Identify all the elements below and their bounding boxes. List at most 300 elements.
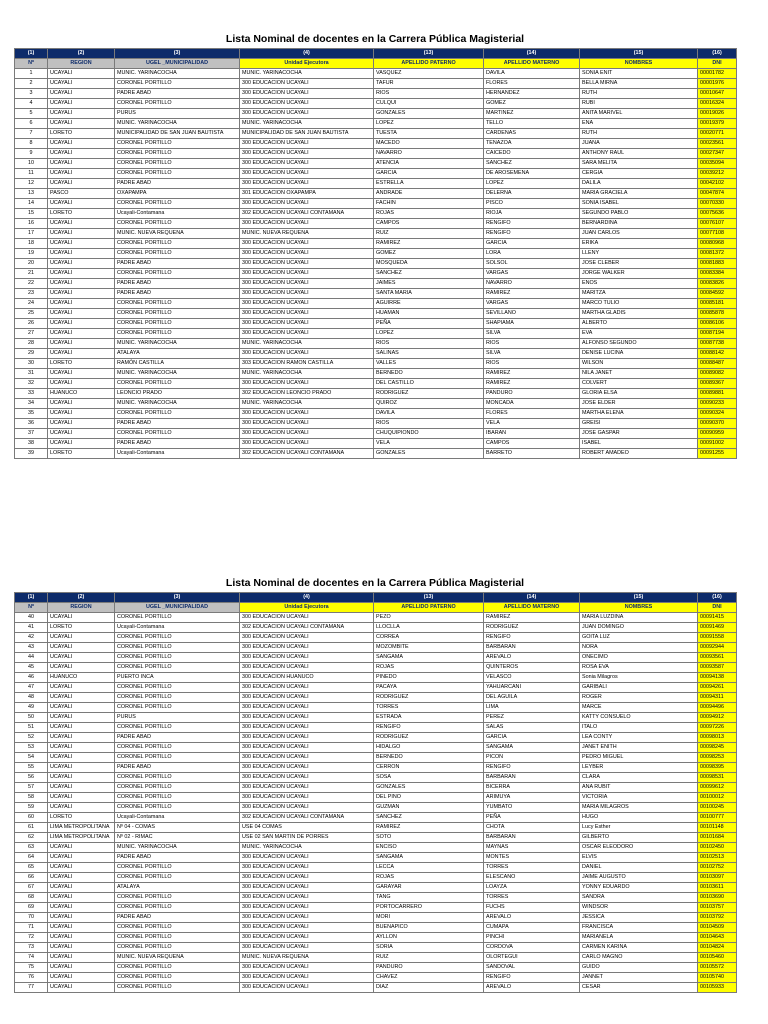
cell-nro: 47	[15, 683, 48, 693]
header-region: REGION	[48, 59, 115, 69]
cell-nombres: Lucy Esther	[580, 823, 698, 833]
cell-ugel: CORONEL PORTILLO	[115, 429, 240, 439]
cell-apellido-paterno: ESTRELLA	[374, 179, 484, 189]
table-row	[15, 409, 737, 419]
cell-nro: 58	[15, 793, 48, 803]
cell-unidad-ejecutora: 300 EDUCACION UCAYALI	[240, 269, 374, 279]
cell-ugel: CORONEL PORTILLO	[115, 683, 240, 693]
cell-apellido-materno: VARGAS	[484, 299, 580, 309]
cell-apellido-materno: FLORES	[484, 409, 580, 419]
cell-region: UCAYALI	[48, 279, 115, 289]
cell-ugel: CORONEL PORTILLO	[115, 269, 240, 279]
cell-nombres: JAIME AUGUSTO	[580, 873, 698, 883]
cell-region: LORETO	[48, 209, 115, 219]
cell-unidad-ejecutora: MUNICIPALIDAD DE SAN JUAN BAUTISTA	[240, 129, 374, 139]
cell-nombres: RUTH	[580, 89, 698, 99]
cell-unidad-ejecutora: 300 EDUCACION UCAYALI	[240, 713, 374, 723]
cell-dni: 00103690	[698, 893, 737, 903]
table-row	[15, 803, 737, 813]
cell-apellido-materno: VELA	[484, 419, 580, 429]
cell-nombres: JUANA	[580, 139, 698, 149]
cell-apellido-materno: CORDOVA	[484, 943, 580, 953]
cell-apellido-paterno: VELA	[374, 439, 484, 449]
cell-nro: 18	[15, 239, 48, 249]
cell-ugel: CORONEL PORTILLO	[115, 663, 240, 673]
column-header-row	[15, 603, 737, 613]
cell-nro: 12	[15, 179, 48, 189]
cell-nro: 21	[15, 269, 48, 279]
cell-unidad-ejecutora: 300 EDUCACION UCAYALI	[240, 319, 374, 329]
cell-ugel: CORONEL PORTILLO	[115, 803, 240, 813]
cell-dni: 00089367	[698, 379, 737, 389]
table-row	[15, 693, 737, 703]
cell-region: UCAYALI	[48, 863, 115, 873]
table-row	[15, 713, 737, 723]
cell-apellido-paterno: LLOCLLA	[374, 623, 484, 633]
cell-dni: 00001976	[698, 79, 737, 89]
cell-nombres: FRANCISCA	[580, 923, 698, 933]
cell-ugel: Nº 02 - RIMAC	[115, 833, 240, 843]
cell-apellido-materno: MARTINEZ	[484, 109, 580, 119]
cell-unidad-ejecutora: MUNIC. YARINACOCHA	[240, 843, 374, 853]
cell-apellido-materno: SEVILLANO	[484, 309, 580, 319]
cell-apellido-materno: IBARAN	[484, 429, 580, 439]
cell-nro: 66	[15, 873, 48, 883]
cell-unidad-ejecutora: MUNIC. YARINACOCHA	[240, 119, 374, 129]
cell-apellido-paterno: HUAMAN	[374, 309, 484, 319]
cell-region: UCAYALI	[48, 199, 115, 209]
cell-nombres: BELLA MIRNA	[580, 79, 698, 89]
cell-nro: 1	[15, 69, 48, 79]
cell-dni: 00010647	[698, 89, 737, 99]
table-row	[15, 449, 737, 459]
cell-unidad-ejecutora: 300 EDUCACION UCAYALI	[240, 149, 374, 159]
cell-ugel: CORONEL PORTILLO	[115, 653, 240, 663]
cell-unidad-ejecutora: 300 EDUCACION UCAYALI	[240, 893, 374, 903]
cell-nombres: MARCE	[580, 703, 698, 713]
cell-ugel: CORONEL PORTILLO	[115, 893, 240, 903]
cell-nombres: ANITA MARIVEL	[580, 109, 698, 119]
cell-unidad-ejecutora: 300 EDUCACION UCAYALI	[240, 289, 374, 299]
cell-nro: 28	[15, 339, 48, 349]
cell-unidad-ejecutora: 300 EDUCACION UCAYALI	[240, 99, 374, 109]
cell-region: UCAYALI	[48, 409, 115, 419]
cell-unidad-ejecutora: 300 EDUCACION UCAYALI	[240, 219, 374, 229]
cell-region: UCAYALI	[48, 723, 115, 733]
cell-apellido-paterno: ESTRADA	[374, 713, 484, 723]
cell-nro: 42	[15, 633, 48, 643]
cell-ugel: PADRE ABAD	[115, 419, 240, 429]
cell-nombres: SONIA ISABEL	[580, 199, 698, 209]
header-ugel: UGEL _MUNICIPALIDAD	[115, 59, 240, 69]
cell-nombres: JORGE WALKER	[580, 269, 698, 279]
cell-nro: 57	[15, 783, 48, 793]
cell-dni: 00098395	[698, 763, 737, 773]
cell-nro: 55	[15, 763, 48, 773]
cell-region: UCAYALI	[48, 399, 115, 409]
column-number: (3)	[115, 593, 240, 603]
cell-apellido-paterno: RENGIFO	[374, 723, 484, 733]
cell-unidad-ejecutora: 300 EDUCACION UCAYALI	[240, 793, 374, 803]
cell-unidad-ejecutora: 300 EDUCACION UCAYALI	[240, 773, 374, 783]
cell-nombres: MARTHA ELENA	[580, 409, 698, 419]
cell-region: UCAYALI	[48, 953, 115, 963]
cell-nro: 52	[15, 733, 48, 743]
cell-region: UCAYALI	[48, 843, 115, 853]
cell-dni: 00094311	[698, 693, 737, 703]
cell-nombres: DENISE LUCINA	[580, 349, 698, 359]
table-row	[15, 399, 737, 409]
cell-apellido-paterno: SOTO	[374, 833, 484, 843]
cell-apellido-materno: ARIMUYA	[484, 793, 580, 803]
cell-unidad-ejecutora: 300 EDUCACION UCAYALI	[240, 109, 374, 119]
column-number: (3)	[115, 49, 240, 59]
cell-region: UCAYALI	[48, 99, 115, 109]
table-row	[15, 843, 737, 853]
cell-apellido-materno: BARBARAN	[484, 643, 580, 653]
cell-unidad-ejecutora: 300 EDUCACION UCAYALI	[240, 439, 374, 449]
cell-region: UCAYALI	[48, 703, 115, 713]
cell-nro: 14	[15, 199, 48, 209]
table-row	[15, 99, 737, 109]
column-number: (14)	[484, 593, 580, 603]
cell-apellido-materno: PICON	[484, 753, 580, 763]
cell-nro: 44	[15, 653, 48, 663]
cell-nombres: SANDRA	[580, 893, 698, 903]
cell-nro: 54	[15, 753, 48, 763]
cell-region: UCAYALI	[48, 229, 115, 239]
cell-apellido-paterno: AYLLON	[374, 933, 484, 943]
cell-nro: 68	[15, 893, 48, 903]
cell-ugel: CORONEL PORTILLO	[115, 933, 240, 943]
table-row	[15, 683, 737, 693]
cell-ugel: MUNICIPALIDAD DE SAN JUAN BAUTISTA	[115, 129, 240, 139]
table-row	[15, 69, 737, 79]
cell-unidad-ejecutora: 300 EDUCACION UCAYALI	[240, 169, 374, 179]
cell-apellido-materno: RENGIFO	[484, 973, 580, 983]
cell-apellido-materno: MAYNAS	[484, 843, 580, 853]
cell-nro: 76	[15, 973, 48, 983]
cell-apellido-materno: AREVALO	[484, 913, 580, 923]
cell-apellido-materno: TORRES	[484, 893, 580, 903]
cell-nombres: JANNET	[580, 973, 698, 983]
cell-ugel: CORONEL PORTILLO	[115, 239, 240, 249]
cell-region: UCAYALI	[48, 269, 115, 279]
cell-apellido-paterno: PACAYA	[374, 683, 484, 693]
cell-dni: 00019379	[698, 119, 737, 129]
cell-nombres: Sonia Milagros	[580, 673, 698, 683]
cell-unidad-ejecutora: 300 EDUCACION UCAYALI	[240, 139, 374, 149]
cell-unidad-ejecutora: 300 EDUCACION UCAYALI	[240, 983, 374, 993]
column-number: (1)	[15, 49, 48, 59]
cell-apellido-paterno: GOMEZ	[374, 249, 484, 259]
cell-apellido-paterno: RUIZ	[374, 229, 484, 239]
cell-region: UCAYALI	[48, 319, 115, 329]
cell-nombres: ERIKA	[580, 239, 698, 249]
cell-region: UCAYALI	[48, 379, 115, 389]
cell-region: UCAYALI	[48, 169, 115, 179]
cell-nro: 59	[15, 803, 48, 813]
cell-dni: 00027347	[698, 149, 737, 159]
table-row	[15, 653, 737, 663]
roster-table	[14, 48, 737, 459]
cell-region: UCAYALI	[48, 923, 115, 933]
cell-dni: 00100777	[698, 813, 737, 823]
cell-nombres: MARIA MILAGROS	[580, 803, 698, 813]
cell-apellido-paterno: RODRIGUEZ	[374, 733, 484, 743]
cell-apellido-materno: BICERRA	[484, 783, 580, 793]
cell-apellido-paterno: SALINAS	[374, 349, 484, 359]
cell-region: LORETO	[48, 449, 115, 459]
cell-nombres: CLARA	[580, 773, 698, 783]
cell-apellido-paterno: QUIROZ	[374, 399, 484, 409]
header-region: REGION	[48, 603, 115, 613]
cell-unidad-ejecutora: 300 EDUCACION UCAYALI	[240, 663, 374, 673]
cell-ugel: PADRE ABAD	[115, 279, 240, 289]
cell-nombres: GOITA LUZ	[580, 633, 698, 643]
cell-nro: 64	[15, 853, 48, 863]
cell-ugel: PADRE ABAD	[115, 733, 240, 743]
cell-nro: 49	[15, 703, 48, 713]
cell-ugel: MUNIC. YARINACOCHA	[115, 399, 240, 409]
cell-apellido-materno: PINCHI	[484, 933, 580, 943]
cell-unidad-ejecutora: 300 EDUCACION UCAYALI	[240, 613, 374, 623]
cell-dni: 00102450	[698, 843, 737, 853]
cell-nombres: ROBERT AMADEO	[580, 449, 698, 459]
table-row	[15, 643, 737, 653]
cell-dni: 00104824	[698, 943, 737, 953]
cell-region: UCAYALI	[48, 803, 115, 813]
cell-ugel: MUNIC. YARINACOCHA	[115, 119, 240, 129]
cell-ugel: MUNIC. NUEVA REQUENA	[115, 953, 240, 963]
table-row	[15, 219, 737, 229]
table-row	[15, 913, 737, 923]
cell-region: UCAYALI	[48, 683, 115, 693]
cell-apellido-materno: FUCHS	[484, 903, 580, 913]
cell-apellido-paterno: LECCA	[374, 863, 484, 873]
roster-body	[15, 613, 737, 993]
table-row	[15, 963, 737, 973]
cell-region: UCAYALI	[48, 903, 115, 913]
table-row	[15, 79, 737, 89]
cell-unidad-ejecutora: 300 EDUCACION UCAYALI	[240, 693, 374, 703]
cell-apellido-materno: DEL AGUILA	[484, 693, 580, 703]
header-unidad-ejecutora: Unidad Ejecutora	[240, 603, 374, 613]
column-number: (4)	[240, 49, 374, 59]
cell-unidad-ejecutora: 300 EDUCACION UCAYALI	[240, 803, 374, 813]
cell-dni: 00090370	[698, 419, 737, 429]
cell-nombres: JUAN CARLOS	[580, 229, 698, 239]
cell-nro: 31	[15, 369, 48, 379]
cell-region: UCAYALI	[48, 613, 115, 623]
cell-region: HUANUCO	[48, 389, 115, 399]
cell-apellido-paterno: ROJAS	[374, 663, 484, 673]
cell-region: UCAYALI	[48, 883, 115, 893]
table-row	[15, 973, 737, 983]
cell-nombres: NORA	[580, 643, 698, 653]
cell-unidad-ejecutora: 300 EDUCACION UCAYALI	[240, 883, 374, 893]
cell-region: UCAYALI	[48, 329, 115, 339]
cell-dni: 00091558	[698, 633, 737, 643]
cell-nro: 73	[15, 943, 48, 953]
cell-unidad-ejecutora: 300 EDUCACION UCAYALI	[240, 299, 374, 309]
cell-nombres: JESSICA	[580, 913, 698, 923]
table-row	[15, 793, 737, 803]
cell-apellido-paterno: PANDURO	[374, 963, 484, 973]
cell-region: UCAYALI	[48, 983, 115, 993]
cell-region: UCAYALI	[48, 963, 115, 973]
cell-nombres: COLVERT	[580, 379, 698, 389]
cell-dni: 00098013	[698, 733, 737, 743]
cell-apellido-paterno: RIOS	[374, 339, 484, 349]
cell-apellido-paterno: VASQUEZ	[374, 69, 484, 79]
cell-unidad-ejecutora: USE 02 SAN MARTIN DE PORRES	[240, 833, 374, 843]
cell-dni: 00039212	[698, 169, 737, 179]
cell-apellido-paterno: BUENAPICO	[374, 923, 484, 933]
cell-nro: 40	[15, 613, 48, 623]
cell-region: PASCO	[48, 189, 115, 199]
cell-dni: 00086106	[698, 319, 737, 329]
cell-dni: 00103611	[698, 883, 737, 893]
cell-region: UCAYALI	[48, 793, 115, 803]
cell-unidad-ejecutora: 300 EDUCACION UCAYALI	[240, 379, 374, 389]
cell-unidad-ejecutora: 300 EDUCACION UCAYALI	[240, 159, 374, 169]
table-row	[15, 149, 737, 159]
cell-apellido-paterno: VALLES	[374, 359, 484, 369]
cell-ugel: CORONEL PORTILLO	[115, 793, 240, 803]
cell-region: UCAYALI	[48, 299, 115, 309]
cell-dni: 00105740	[698, 973, 737, 983]
cell-region: UCAYALI	[48, 873, 115, 883]
cell-region: UCAYALI	[48, 249, 115, 259]
table-row	[15, 673, 737, 683]
cell-ugel: PUERTO INCA	[115, 673, 240, 683]
table-row	[15, 119, 737, 129]
column-number: (15)	[580, 49, 698, 59]
cell-dni: 00085878	[698, 309, 737, 319]
cell-apellido-materno: SHAPIAMA	[484, 319, 580, 329]
cell-nro: 29	[15, 349, 48, 359]
cell-ugel: CORONEL PORTILLO	[115, 643, 240, 653]
cell-ugel: MUNIC. YARINACOCHA	[115, 339, 240, 349]
cell-dni: 00023561	[698, 139, 737, 149]
cell-dni: 00104643	[698, 933, 737, 943]
cell-apellido-paterno: TANG	[374, 893, 484, 903]
cell-ugel: Ucayali-Contamana	[115, 449, 240, 459]
table-row	[15, 259, 737, 269]
cell-dni: 00087194	[698, 329, 737, 339]
cell-nro: 15	[15, 209, 48, 219]
cell-apellido-materno: OLORTEGUI	[484, 953, 580, 963]
cell-nombres: ISABEL	[580, 439, 698, 449]
cell-region: LORETO	[48, 129, 115, 139]
cell-region: UCAYALI	[48, 369, 115, 379]
cell-nro: 77	[15, 983, 48, 993]
cell-apellido-paterno: GONZALES	[374, 449, 484, 459]
cell-dni: 00094912	[698, 713, 737, 723]
cell-region: UCAYALI	[48, 79, 115, 89]
cell-nro: 72	[15, 933, 48, 943]
cell-apellido-paterno: SANTA MARIA	[374, 289, 484, 299]
cell-nro: 16	[15, 219, 48, 229]
cell-apellido-materno: YUMBATO	[484, 803, 580, 813]
cell-apellido-materno: CHOTA	[484, 823, 580, 833]
cell-nro: 39	[15, 449, 48, 459]
cell-dni: 00105572	[698, 963, 737, 973]
table-row	[15, 139, 737, 149]
cell-dni: 00091255	[698, 449, 737, 459]
cell-ugel: CORONEL PORTILLO	[115, 923, 240, 933]
cell-nombres: MARCO TULIO	[580, 299, 698, 309]
cell-nombres: MARITZA	[580, 289, 698, 299]
cell-apellido-materno: NAVARRO	[484, 279, 580, 289]
cell-apellido-materno: FLORES	[484, 79, 580, 89]
cell-unidad-ejecutora: 300 EDUCACION UCAYALI	[240, 179, 374, 189]
cell-unidad-ejecutora: 301 EDUCACION OXAPAMPA	[240, 189, 374, 199]
cell-ugel: RAMÓN CASTILLA	[115, 359, 240, 369]
cell-ugel: PURUS	[115, 713, 240, 723]
header-apellido-materno: APELLIDO MATERNO	[484, 59, 580, 69]
cell-dni: 00098531	[698, 773, 737, 783]
cell-apellido-paterno: PORTOCARRERO	[374, 903, 484, 913]
column-number: (16)	[698, 49, 737, 59]
cell-ugel: CORONEL PORTILLO	[115, 159, 240, 169]
cell-region: UCAYALI	[48, 419, 115, 429]
cell-nombres: MARIA GRACIELA	[580, 189, 698, 199]
cell-apellido-materno: SALAS	[484, 723, 580, 733]
header-apellido-paterno: APELLIDO PATERNO	[374, 603, 484, 613]
cell-unidad-ejecutora: 300 EDUCACION UCAYALI	[240, 429, 374, 439]
cell-apellido-materno: BARBARAN	[484, 833, 580, 843]
cell-dni: 00102513	[698, 853, 737, 863]
cell-region: UCAYALI	[48, 439, 115, 449]
cell-apellido-materno: RODRIGUEZ	[484, 623, 580, 633]
cell-region: LORETO	[48, 813, 115, 823]
cell-ugel: CORONEL PORTILLO	[115, 299, 240, 309]
cell-nro: 51	[15, 723, 48, 733]
cell-ugel: PADRE ABAD	[115, 853, 240, 863]
cell-ugel: CORONEL PORTILLO	[115, 903, 240, 913]
cell-ugel: CORONEL PORTILLO	[115, 983, 240, 993]
cell-apellido-materno: LOAYZA	[484, 883, 580, 893]
cell-dni: 00001782	[698, 69, 737, 79]
cell-apellido-paterno: PEZO	[374, 613, 484, 623]
cell-apellido-materno: QUINTEROS	[484, 663, 580, 673]
cell-apellido-materno: SILVA	[484, 329, 580, 339]
cell-nombres: GREISI	[580, 419, 698, 429]
cell-region: UCAYALI	[48, 713, 115, 723]
cell-nombres: GILBERTO	[580, 833, 698, 843]
cell-nombres: DANIEL	[580, 863, 698, 873]
cell-nombres: CARMEN KARINA	[580, 943, 698, 953]
cell-apellido-paterno: PEÑA	[374, 319, 484, 329]
cell-apellido-paterno: CERRON	[374, 763, 484, 773]
table-row	[15, 733, 737, 743]
table-row	[15, 903, 737, 913]
cell-ugel: CORONEL PORTILLO	[115, 319, 240, 329]
cell-nro: 13	[15, 189, 48, 199]
table-row	[15, 723, 737, 733]
cell-nro: 37	[15, 429, 48, 439]
cell-nombres: VICTORIA	[580, 793, 698, 803]
cell-region: UCAYALI	[48, 429, 115, 439]
cell-region: UCAYALI	[48, 633, 115, 643]
cell-apellido-materno: GOMEZ	[484, 99, 580, 109]
table-row	[15, 853, 737, 863]
cell-unidad-ejecutora: 300 EDUCACION HUANUCO	[240, 673, 374, 683]
cell-apellido-materno: VARGAS	[484, 269, 580, 279]
cell-nombres: ENOS	[580, 279, 698, 289]
